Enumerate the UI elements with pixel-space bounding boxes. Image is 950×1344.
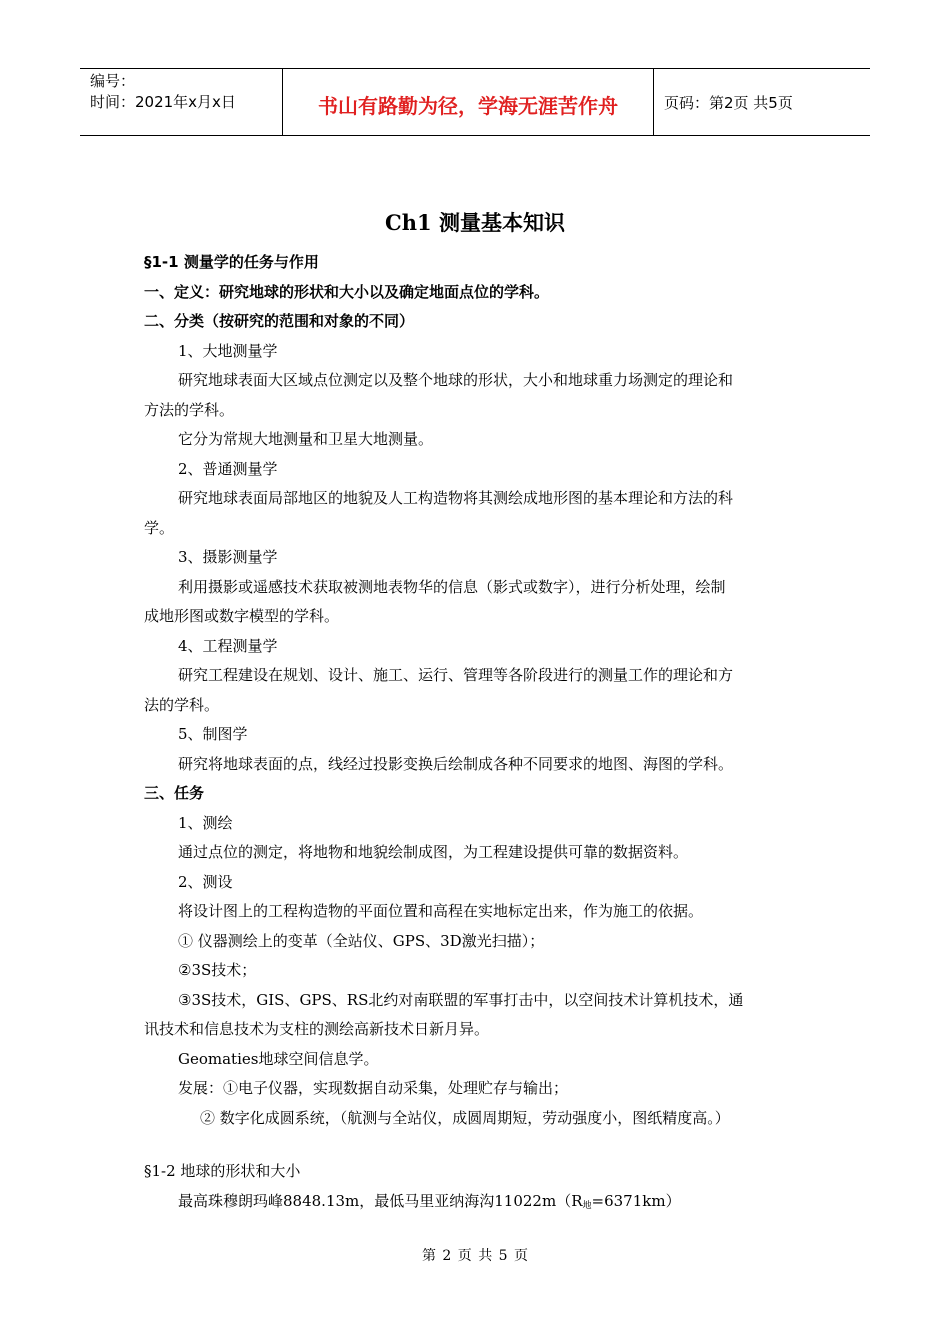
document-body <box>144 248 808 1221</box>
paragraph-line: ② 数字化成圆系统，（航测与全站仪，成圆周期短，劳动强度小，图纸精度高。） <box>200 1108 730 1127</box>
paragraph-line: 研究工程建设在规划、设计、施工、运行、管理等各阶段进行的测量工作的理论和方 <box>178 666 734 684</box>
paragraph-line: ③3S技术，GIS、GPS、RS北约对南联盟的军事打击中，以空间技术计算机技术，通 <box>178 990 744 1009</box>
header-motto <box>282 69 654 135</box>
paragraph-line: 讯技术和信息技术为支柱的测绘高新技术日新月异。 <box>144 1020 490 1038</box>
paragraph-line: 将设计图上的工程构造物的平面位置和高程在实地标定出来，作为施工的依据。 <box>178 902 704 920</box>
spacer <box>144 1133 808 1157</box>
paragraph-line: 学。 <box>144 518 175 537</box>
document-time: 时间：2021年x月x日 <box>90 93 236 111</box>
paragraph-line: 发展：①电子仪器，实现数据自动采集，处理贮存与输出； <box>178 1079 569 1097</box>
earth-extremes-text: 最高珠穆朗玛峰8848.13m，最低马里亚纳海沟11022m（R <box>178 1191 583 1210</box>
paragraph-line: ① 仪器测绘上的变革（全站仪、GPS、3D激光扫描）； <box>178 931 545 950</box>
paragraph-line: 研究地球表面局部地区的地貌及人工构造物将其测绘成地形图的基本理论和方法的科 <box>178 489 734 507</box>
paragraph-line: 它分为常规大地测量和卫星大地测量。 <box>178 430 434 448</box>
heading-tasks: 三、任务 <box>144 784 205 802</box>
sub-heading: 3、摄影测量学 <box>178 548 278 566</box>
section-heading: §1-1 测量学的任务与作用 <box>144 253 319 271</box>
paragraph-line: 成地形图或数字模型的学科。 <box>144 607 340 625</box>
paragraph-line: 方法的学科。 <box>144 400 235 419</box>
paragraph-line: 利用摄影或遥感技术获取被测地表物华的信息（影式或数字），进行分析处理，绘制 <box>178 577 726 596</box>
paragraph-line: 通过点位的测定，将地物和地貌绘制成图，为工程建设提供可靠的数据资料。 <box>178 843 689 861</box>
sub-heading: 2、测设 <box>178 872 233 891</box>
paragraph-line <box>144 1187 808 1222</box>
heading-definition: 一、定义：研究地球的形状和大小以及确定地面点位的学科。 <box>144 282 550 301</box>
motto-text: 书山有路勤为径，学海无涯苦作舟 <box>318 93 618 118</box>
paragraph-line: Geomaties地球空间信息学。 <box>178 1049 379 1068</box>
page-footer: 第 2 页 共 5 页 <box>421 1248 529 1264</box>
heading-classification: 二、分类（按研究的范围和对象的不同） <box>144 312 415 330</box>
paragraph-line: 研究将地球表面的点，线经过投影变换后绘制成各种不同要求的地图、海图的学科。 <box>178 754 734 773</box>
sub-heading: 1、测绘 <box>178 813 233 832</box>
radius-subscript: 地 <box>582 1200 592 1211</box>
sub-heading: 5、制图学 <box>178 725 248 743</box>
header-page <box>654 69 870 135</box>
sub-heading: 4、工程测量学 <box>178 636 278 655</box>
header-meta <box>80 69 282 135</box>
section-heading: §1-2 地球的形状和大小 <box>144 1162 301 1180</box>
chapter-title: Ch1 测量基本知识 <box>385 210 565 235</box>
document-header <box>80 68 870 136</box>
paragraph-line: 研究地球表面大区域点位测定以及整个地球的形状，大小和地球重力场测定的理论和 <box>178 371 734 389</box>
page-count-label: 页码：第2页 共5页 <box>664 93 793 112</box>
sub-heading: 1、大地测量学 <box>178 341 278 360</box>
sub-heading: 2、普通测量学 <box>178 459 278 478</box>
paragraph-line: ②3S技术； <box>178 961 257 979</box>
paragraph-line: 法的学科。 <box>144 695 220 714</box>
document-number: 编号： <box>90 72 136 90</box>
earth-radius-text: =6371km） <box>591 1191 681 1210</box>
